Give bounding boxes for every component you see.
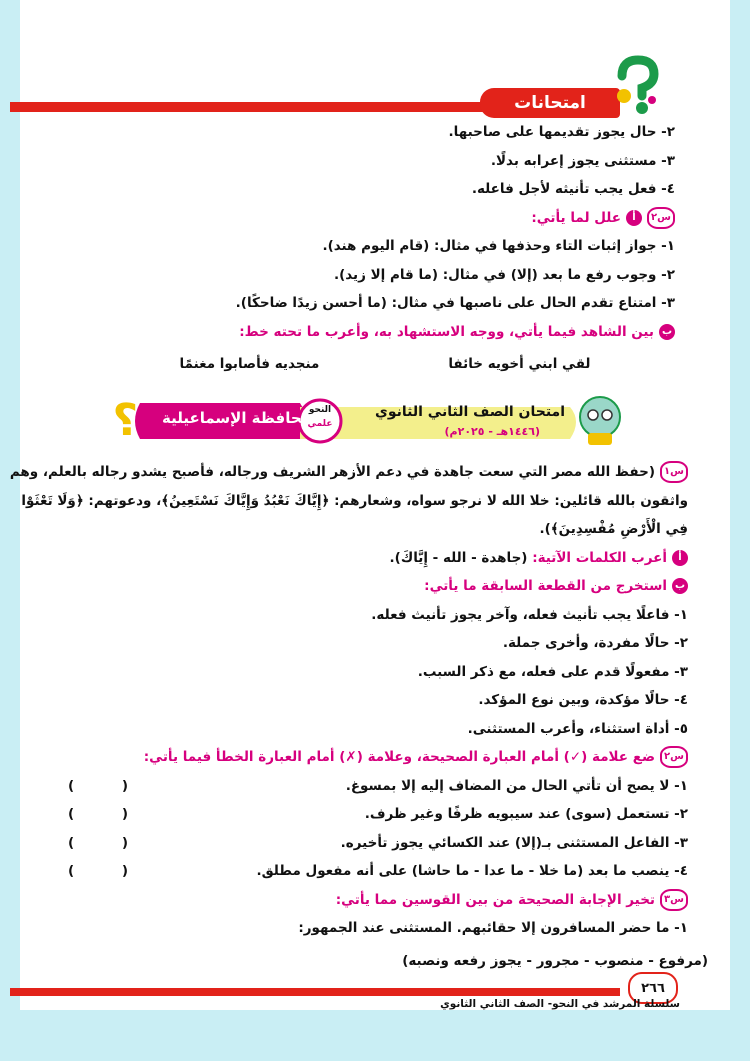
passage-line: فِي الْأَرْضِ مُفْسِدِينَ﴾). — [539, 521, 688, 537]
true-false-item — [68, 857, 688, 886]
list-item: ٢- حالًا مفردة، وأخرى جملة. — [502, 635, 688, 651]
statement-text: ٣- الفاعل المستثنى بـ(إلا) عند الكسائي يجوز تأخيره. — [340, 834, 688, 851]
answer-options: (مرفوع - منصوب - مجرور - يجوز رفعه ونصبه) — [402, 952, 708, 969]
statement-text: ١- لا يصح أن تأتي الحال من المضاف إليه إلا بمسوغ. — [345, 777, 688, 794]
list-item: ٣- امتناع تقدم الحال على ناصبها في مثال: (ما أحسن زيدًا ضاحكًا). — [235, 295, 675, 311]
paren-close: ) — [68, 863, 75, 879]
svg-text:؟: ؟ — [112, 395, 138, 446]
list-item: ١- جواز إثبات التاء وحذفها في مثال: (قام اليوم هند). — [322, 238, 675, 254]
series-title: سلسلة المرشد في النحو- الصف الثاني الثانوي — [440, 998, 680, 1010]
list-item: ٤- حالًا مؤكدة، وبين نوع المؤكد. — [478, 692, 688, 708]
question-heading — [68, 544, 688, 573]
subject-badge-line1: النحو — [308, 405, 332, 415]
passage-line — [9, 458, 688, 487]
true-false-item — [68, 772, 688, 801]
sub-question-badge: ب — [672, 578, 688, 594]
exam-years: (١٤٤٦هـ - ٢٠٢٥م) — [444, 425, 540, 438]
list-item: ٣- مستثنى يجوز إعرابه بدلًا. — [490, 152, 675, 169]
part2-block — [9, 458, 708, 975]
question-mark-logo-icon — [608, 56, 666, 116]
subject-badge-line2: علمي — [307, 419, 333, 429]
answer-parens[interactable] — [68, 857, 128, 885]
question-heading — [68, 886, 688, 915]
page-number: ٢٦٦ — [628, 972, 678, 1004]
footer-red-rule — [10, 988, 620, 996]
header-red-rule — [10, 102, 510, 112]
question-number-badge: س٢ — [647, 207, 675, 229]
words-to-parse: (جاهدة - الله - إِيَّاكَ). — [389, 549, 533, 566]
list-item: ١- ما حضر المسافرون إلا حقائبهم. المستثنى عند الجمهور: — [298, 920, 688, 936]
sub-question-title: بين الشاهد فيما يأتي، ووجه الاستشهاد به، وأعرب ما تحته خط: — [239, 323, 654, 340]
list-item: ٢- وجوب رفع ما بعد (إلا) في مثال: (ما قام إلا زيد). — [333, 266, 675, 283]
exam-banner — [112, 395, 630, 447]
answer-parens[interactable] — [68, 800, 128, 828]
question-title: تخير الإجابة الصحيحة من بين القوسين مما يأتي: — [335, 891, 655, 908]
answer-parens[interactable] — [68, 829, 128, 857]
question-title: ضع علامة (✓) أمام العبارة الصحيحة، وعلامة (✗) أمام العبارة الخطأ فيما يأتي: — [143, 749, 655, 765]
true-false-item — [68, 800, 688, 829]
statement-text: ٢- تستعمل (سوى) عند سيبويه ظرفًا وغير ظرف. — [364, 806, 688, 822]
question-number-badge: س٢ — [660, 746, 688, 768]
sub-question-title: استخرج من القطعة السابقة ما يأتي: — [424, 578, 667, 594]
section-tab: امتحانات — [480, 88, 620, 118]
part1-block — [75, 118, 675, 379]
governorate-name: محافظة الإسماعيلية — [162, 409, 311, 427]
list-item: ٤- فعل يجب تأنيثه لأجل فاعله. — [471, 181, 675, 197]
sub-question-badge: أ — [626, 210, 642, 226]
passage-text: (حفظ الله مصر التي سعت جاهدة في دعم الأزهر الشريف ورجاله، فأصبح يشدو رجاله بالعلم، وهم — [9, 464, 655, 480]
question-heading — [68, 743, 688, 772]
paren-open: ( — [121, 806, 128, 822]
answer-parens[interactable] — [68, 772, 128, 800]
paren-close: ) — [68, 777, 75, 794]
paren-open: ( — [121, 777, 128, 794]
question-heading — [68, 572, 688, 601]
paren-close: ) — [68, 806, 75, 822]
passage-line: واثقون بالله قائلين: خلا الله لا نرجو سواه، وشعارهم: ﴿إِيَّاكَ نَعْبُدُ وَإِيَّاكَ نَسْتَعِينُ﴾، ودعوتهم: ﴿وَلَا تَعْثَوْا — [21, 492, 688, 509]
list-item: ٥- أداة استثناء، وأعرب المستثنى. — [467, 720, 688, 737]
question-heading — [75, 318, 675, 347]
verse-hemistich-1: لقي ابني أخويه خائفا — [448, 356, 591, 372]
verse-hemistich-2: منجديه فأصابوا مغنمًا — [179, 356, 320, 372]
sub-question-title: علل لما يأتي: — [531, 209, 621, 226]
list-item: ٢- حال يجوز تقديمها على صاحبها. — [448, 124, 675, 140]
sub-question-badge: أ — [672, 550, 688, 566]
question-number-badge: س١ — [660, 461, 688, 483]
question-heading — [75, 204, 675, 233]
sub-question-badge: ب — [659, 324, 675, 340]
paren-close: ) — [68, 834, 75, 851]
statement-text: ٤- ينصب ما بعد (ما خلا - ما عدا - ما حاشا) على أنه مفعول مطلق. — [256, 863, 688, 879]
shahid-verse — [115, 350, 655, 379]
list-item: ١- فاعلًا يجب تأنيث فعله، وآخر يجوز تأنيث فعله. — [371, 606, 688, 623]
bottom-cyan-band — [0, 1010, 750, 1061]
exam-title: امتحان الصف الثاني الثانوي — [375, 404, 565, 420]
paren-open: ( — [121, 834, 128, 851]
sub-question-title: أعرب الكلمات الآتية: — [532, 549, 667, 566]
paren-open: ( — [121, 863, 128, 879]
true-false-item — [68, 829, 688, 858]
list-item: ٣- مفعولًا قدم على فعله، مع ذكر السبب. — [417, 663, 688, 680]
question-number-badge: س٣ — [660, 889, 688, 911]
